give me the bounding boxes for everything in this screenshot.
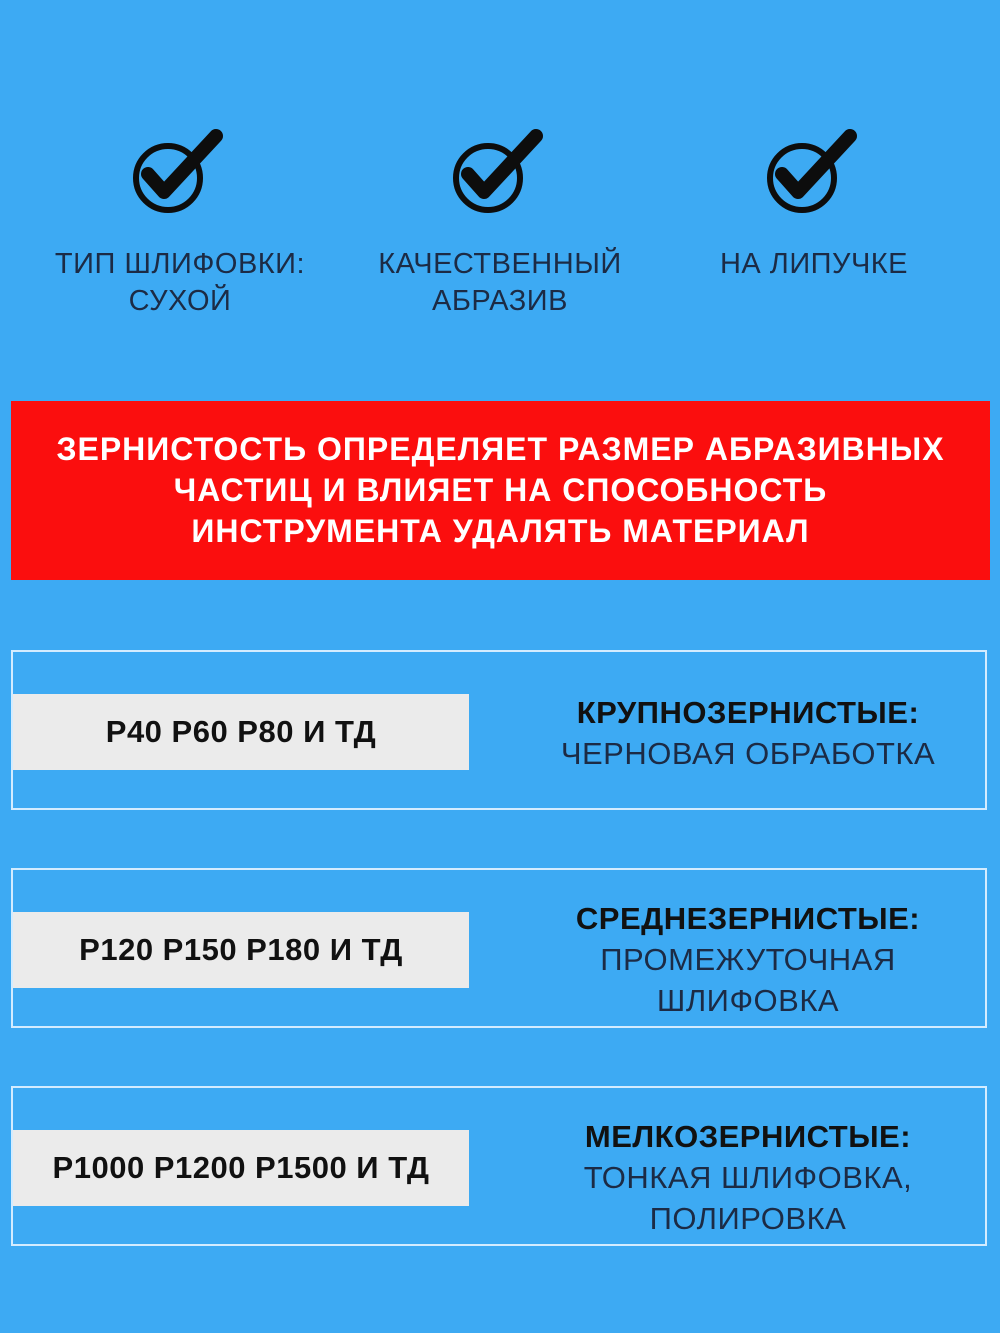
- feature-label: [654, 246, 974, 283]
- checkmark-circle-icon: [766, 128, 862, 218]
- grit-title: СРЕДНЕЗЕРНИСТЫЕ:: [575, 901, 921, 936]
- feature-velcro: [654, 128, 974, 283]
- grit-row-medium: [11, 868, 987, 1028]
- grit-title: МЕЛКОЗЕРНИСТЫЕ:: [584, 1119, 912, 1154]
- feature-label-line: КАЧЕСТВЕННЫЙ: [378, 248, 622, 280]
- features-section: [0, 128, 1000, 328]
- grit-desc-line: ПОЛИРОВКА: [649, 1201, 847, 1236]
- feature-label-line: АБРАЗИВ: [432, 285, 568, 317]
- grit-description: [513, 1116, 983, 1239]
- feature-label-line: СУХОЙ: [128, 285, 232, 317]
- banner-line: ЧАСТИЦ И ВЛИЯЕТ НА СПОСОБНОСТЬ: [173, 472, 828, 508]
- grit-row-coarse: [11, 650, 987, 810]
- grit-desc-line: ШЛИФОВКА: [656, 983, 840, 1018]
- grit-title: КРУПНОЗЕРНИСТЫЕ:: [576, 695, 920, 730]
- feature-label-line: НА ЛИПУЧКЕ: [719, 248, 909, 280]
- grit-desc-line: ТОНКАЯ ШЛИФОВКА,: [583, 1160, 913, 1195]
- grit-row-fine: [11, 1086, 987, 1246]
- grit-description: [513, 692, 983, 774]
- feature-label: [340, 246, 660, 320]
- banner-line: ЗЕРНИСТОСТЬ ОПРЕДЕЛЯЕТ РАЗМЕР АБРАЗИВНЫХ: [56, 431, 945, 467]
- grit-description: [513, 898, 983, 1021]
- feature-drying-type: [20, 128, 340, 320]
- feature-label-line: ТИП ШЛИФОВКИ:: [54, 248, 306, 280]
- feature-quality-abrasive: [340, 128, 660, 320]
- grit-codes: P1000 P1200 P1500 И ТД: [13, 1130, 469, 1206]
- feature-label: [20, 246, 340, 320]
- banner-text: [21, 429, 981, 552]
- grit-codes: P40 P60 P80 И ТД: [13, 694, 469, 770]
- grit-codes: P120 P150 P180 И ТД: [13, 912, 469, 988]
- grit-info-banner: [11, 401, 990, 580]
- banner-line: ИНСТРУМЕНТА УДАЛЯТЬ МАТЕРИАЛ: [191, 513, 810, 549]
- checkmark-circle-icon: [132, 128, 228, 218]
- grit-desc-line: ПРОМЕЖУТОЧНАЯ: [600, 942, 896, 977]
- checkmark-circle-icon: [452, 128, 548, 218]
- grit-desc-line: ЧЕРНОВАЯ ОБРАБОТКА: [560, 736, 936, 771]
